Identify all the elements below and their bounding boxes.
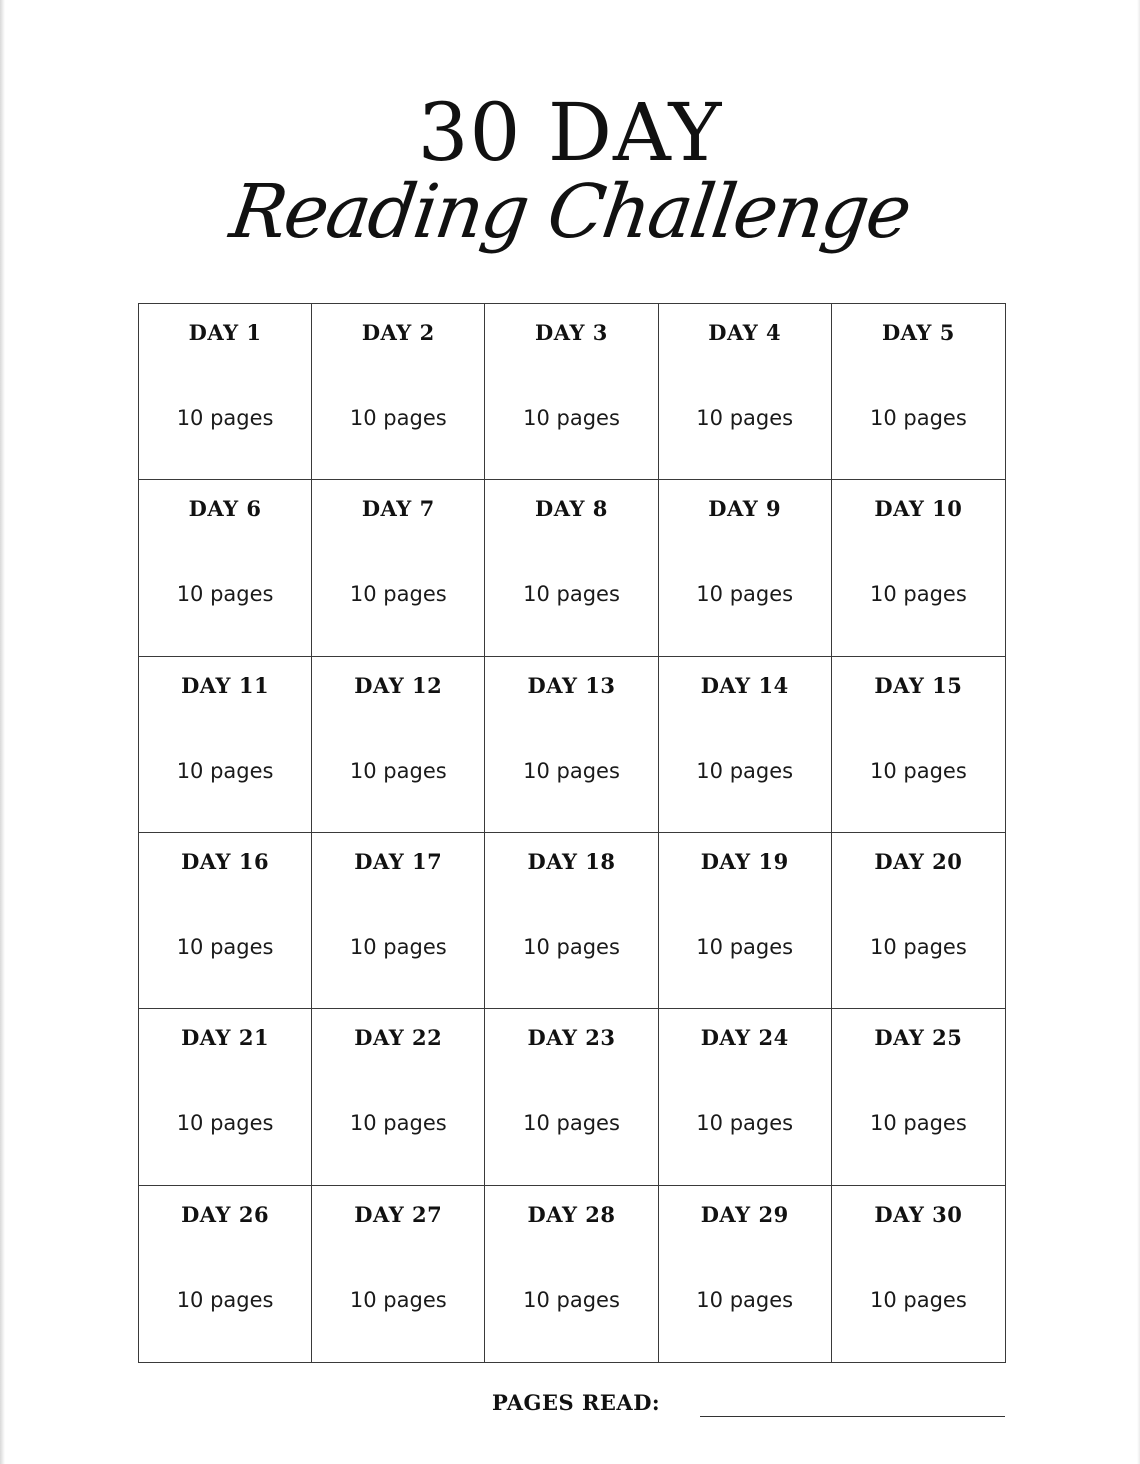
day-cell[interactable]	[832, 1009, 1005, 1185]
day-cell[interactable]	[312, 833, 485, 1009]
day-goal: 10 pages	[869, 582, 967, 607]
day-cell[interactable]	[659, 1009, 832, 1185]
day-goal: 10 pages	[349, 1287, 447, 1312]
day-cell[interactable]	[312, 480, 485, 656]
day-goal: 10 pages	[696, 1287, 794, 1312]
day-goal: 10 pages	[869, 1111, 967, 1136]
day-cell[interactable]	[659, 657, 832, 833]
day-goal: 10 pages	[523, 582, 620, 607]
day-cell[interactable]	[485, 1186, 658, 1362]
day-goal: 10 pages	[696, 1111, 794, 1136]
day-cell[interactable]	[659, 1186, 832, 1362]
day-goal: 10 pages	[523, 406, 620, 430]
day-goal: 10 pages	[696, 582, 794, 607]
day-cell[interactable]	[485, 1009, 658, 1185]
day-cell[interactable]	[312, 657, 485, 833]
day-label: DAY 16	[181, 848, 270, 874]
day-cell[interactable]	[312, 304, 485, 480]
day-goal: 10 pages	[176, 406, 274, 430]
day-goal: 10 pages	[349, 758, 447, 783]
page-subtitle-script: Reading Challenge	[225, 169, 915, 255]
day-cell[interactable]	[659, 833, 832, 1009]
day-cell[interactable]	[312, 1009, 485, 1185]
day-cell[interactable]	[139, 1009, 312, 1185]
day-label: DAY 13	[527, 672, 616, 698]
day-goal: 10 pages	[349, 1111, 447, 1136]
day-goal: 10 pages	[869, 1287, 967, 1312]
day-label: DAY 7	[361, 496, 435, 522]
challenge-grid	[138, 303, 1006, 1363]
day-cell[interactable]	[832, 657, 1005, 833]
day-cell[interactable]	[832, 1186, 1005, 1362]
day-label: DAY 28	[527, 1201, 616, 1227]
day-goal: 10 pages	[176, 758, 274, 783]
day-goal: 10 pages	[696, 934, 794, 959]
day-label: DAY 17	[354, 848, 443, 874]
day-cell[interactable]	[485, 833, 658, 1009]
day-goal: 10 pages	[523, 934, 620, 959]
day-cell[interactable]	[832, 304, 1005, 480]
page-title: 30 DAY	[417, 86, 723, 179]
day-goal: 10 pages	[176, 582, 274, 607]
day-label: DAY 30	[874, 1201, 963, 1227]
day-label: DAY 25	[874, 1025, 963, 1051]
day-cell[interactable]	[139, 480, 312, 656]
day-label: DAY 11	[181, 672, 270, 698]
day-label: DAY 12	[354, 672, 443, 698]
day-label: DAY 18	[527, 848, 616, 874]
day-goal: 10 pages	[869, 934, 967, 959]
day-cell[interactable]	[659, 480, 832, 656]
day-label: DAY 2	[361, 320, 435, 345]
day-goal: 10 pages	[523, 758, 620, 783]
day-goal: 10 pages	[349, 406, 447, 430]
day-label: DAY 20	[874, 848, 963, 874]
day-label: DAY 21	[181, 1025, 270, 1051]
day-label: DAY 14	[700, 672, 789, 698]
day-goal: 10 pages	[523, 1287, 620, 1312]
day-goal: 10 pages	[523, 1111, 620, 1136]
day-label: DAY 9	[708, 496, 782, 522]
day-label: DAY 3	[535, 320, 608, 345]
day-label: DAY 29	[700, 1201, 789, 1227]
pages-read-label: PAGES READ:	[492, 1390, 661, 1415]
day-label: DAY 1	[188, 320, 262, 345]
day-goal: 10 pages	[176, 1287, 274, 1312]
day-label: DAY 15	[874, 672, 963, 698]
day-goal: 10 pages	[869, 406, 967, 430]
day-cell[interactable]	[832, 833, 1005, 1009]
day-cell[interactable]	[139, 304, 312, 480]
day-cell[interactable]	[485, 304, 658, 480]
day-label: DAY 26	[181, 1201, 270, 1227]
day-cell[interactable]	[139, 657, 312, 833]
pages-read-input-line[interactable]	[700, 1416, 1005, 1417]
day-cell[interactable]	[485, 657, 658, 833]
day-goal: 10 pages	[869, 758, 967, 783]
day-cell[interactable]	[139, 1186, 312, 1362]
day-label: DAY 23	[527, 1025, 616, 1051]
day-label: DAY 8	[535, 496, 608, 522]
day-cell[interactable]	[139, 833, 312, 1009]
day-label: DAY 10	[874, 496, 963, 522]
day-goal: 10 pages	[176, 934, 274, 959]
day-label: DAY 24	[700, 1025, 789, 1051]
day-goal: 10 pages	[349, 934, 447, 959]
day-goal: 10 pages	[696, 758, 794, 783]
day-label: DAY 6	[188, 496, 262, 522]
day-cell[interactable]	[659, 304, 832, 480]
day-cell[interactable]	[832, 480, 1005, 656]
day-label: DAY 27	[354, 1201, 443, 1227]
day-cell[interactable]	[485, 480, 658, 656]
day-label: DAY 22	[354, 1025, 443, 1051]
day-goal: 10 pages	[176, 1111, 274, 1136]
day-cell[interactable]	[312, 1186, 485, 1362]
day-label: DAY 4	[708, 320, 782, 345]
day-label: DAY 19	[700, 848, 789, 874]
day-goal: 10 pages	[696, 406, 794, 430]
day-label: DAY 5	[881, 320, 955, 345]
day-goal: 10 pages	[349, 582, 447, 607]
